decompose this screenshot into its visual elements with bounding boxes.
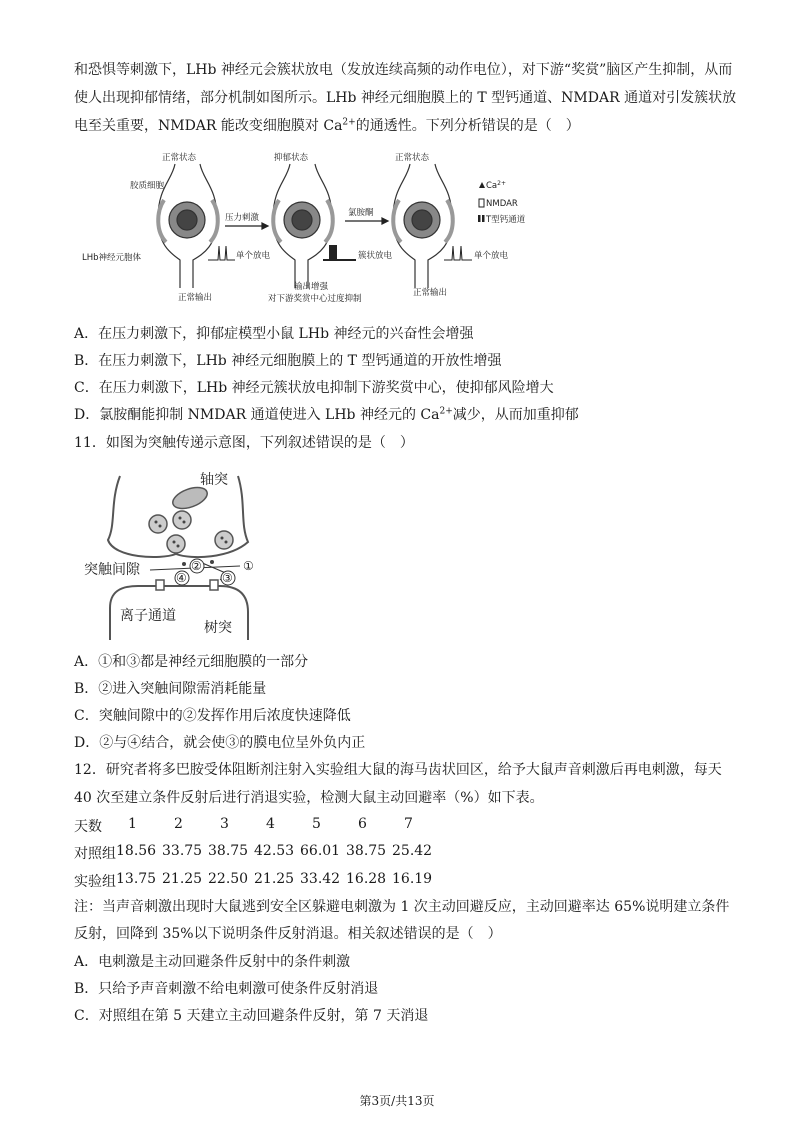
table-cell: 3 [220,816,229,832]
synapse-figure [80,462,254,640]
ca-ion-icon [479,182,485,188]
out2b-label: 对下游奖赏中心过度抑制 [268,294,362,304]
table-cell: 33.42 [300,871,341,887]
q10-option-d: D．氯胺酮能抑制 NMDAR 通道使进入 LHb 神经元的 $Ca^{2+}$减少，从而加重抑郁 [74,406,579,423]
legend-nmdar-label: NMDAR [486,199,518,209]
marker-2: ② [191,559,202,573]
table-cell: 22.50 [208,871,249,887]
table-cell: 38.75 [208,843,249,859]
q12-note-line-1: 注：当声音刺激出现时大鼠逃到安全区躲避电刺激为 1 次主动回避反应，主动回避率达 65%说明建立条件 [74,899,730,915]
table-cell: 42.53 [254,843,295,859]
q12-option-a: A．电刺激是主动回避条件反射中的条件刺激 [74,954,351,970]
table-cell: 对照组 [74,846,116,862]
fire2-label: 簇状放电 [358,251,393,261]
out1-label: 正常输出 [178,293,213,303]
arrow1-label: 压力刺激 [225,213,260,223]
lhb-neuron-figure [80,148,560,308]
table-cell: 16.19 [392,871,433,887]
q10-stem-line-1: 和恐惧等刺激下，LHb 神经元会簇状放电（发放连续高频的动作电位），对下游“奖赏”脑区产生抑制，从而 [74,62,733,78]
marker-3: ③ [222,571,233,585]
out3-label: 正常输出 [413,288,448,298]
table-cell: 5 [312,816,321,832]
page-footer: 第3页/共13页 [359,1094,435,1108]
q12-note-line-2: 反射，回降到 35%以下说明条件反射消退。相关叙述错误的是（ ） [74,926,502,942]
q10-option-c: C．在压力刺激下，LHb 神经元簇状放电抑制下游奖赏中心，使抑郁风险增大 [74,380,554,396]
marker-1: ① [243,559,254,573]
table-cell: 1 [128,816,137,832]
table-cell: 38.75 [346,843,387,859]
table-cell: 2 [174,816,183,832]
q11-stem: 11．如图为突触传递示意图，下列叙述错误的是（ ） [74,435,414,451]
q10-stem-line-3: 电至关重要，NMDAR 能改变细胞膜对 $Ca^{2+}$的通透性。下列分析错误的是（ ） [74,117,580,134]
table-cell: 6 [358,816,367,832]
legend-ca-label: $Ca^{2+}$ [486,180,507,191]
channel-label: 离子通道 [120,608,176,624]
table-cell: 33.75 [162,843,203,859]
fire1-label: 单个放电 [236,251,271,261]
q11-option-d: D．②与④结合，就会使③的膜电位呈外负内正 [74,735,366,751]
table-cell: 21.25 [162,871,203,887]
dendrite-label: 树突 [204,620,232,636]
table-cell: 66.01 [300,843,341,859]
table-cell: 天数 [74,819,102,835]
q11-option-c: C．突触间隙中的②发挥作用后浓度快速降低 [74,708,351,724]
table-cell: 7 [404,816,413,832]
table-cell: 21.25 [254,871,295,887]
marker-4: ④ [176,571,187,585]
q10-option-b: B．在压力刺激下，LHb 神经元细胞膜上的 T 型钙通道的开放性增强 [74,353,502,369]
glia-label: 胶质细胞 [130,181,165,191]
out2a-label: 输出增强 [294,282,329,292]
q11-option-a: A．①和③都是神经元细胞膜的一部分 [74,654,309,670]
table-cell: 实验组 [74,874,116,890]
state3-label: 正常状态 [395,153,430,163]
q12-stem-line-2: 40 次至建立条件反射后进行消退实验，检测大鼠主动回避率（%）如下表。 [74,790,544,806]
t-channel-icon [478,215,481,222]
q12-option-c: C．对照组在第 5 天建立主动回避条件反射，第 7 天消退 [74,1008,429,1024]
q11-option-b: B．②进入突触间隙需消耗能量 [74,681,267,697]
table-cell: 25.42 [392,843,433,859]
table-cell: 4 [266,816,275,832]
q12-option-b: B．只给予声音刺激不给电刺激可使条件反射消退 [74,981,379,997]
q12-stem-line-1: 12．研究者将多巴胺受体阻断剂注射入实验组大鼠的海马齿状回区，给予大鼠声音刺激后再电刺激，每天 [74,762,722,778]
q10-stem-line-2: 使人出现抑郁情绪，部分机制如图所示。LHb 神经元细胞膜上的 T 型钙通道、NMDAR 通道对引发簇状放 [74,90,737,106]
q10-option-a: A．在压力刺激下，抑郁症模型小鼠 LHb 神经元的兴奋性会增强 [74,326,474,342]
state2-label: 抑郁状态 [274,153,309,163]
axon-label: 轴突 [200,472,228,488]
table-cell: 18.56 [116,843,157,859]
table-cell: 13.75 [116,871,157,887]
nmdar-icon [479,199,484,207]
state1-label: 正常状态 [162,153,197,163]
fire3-label: 单个放电 [474,251,509,261]
table-cell: 16.28 [346,871,387,887]
arrow2-label: 氯胺酮 [348,208,374,218]
cleft-label: 突触间隙 [84,562,140,578]
soma-label: LHb神经元胞体 [82,253,142,263]
legend-t-label: T型钙通道 [486,215,526,225]
